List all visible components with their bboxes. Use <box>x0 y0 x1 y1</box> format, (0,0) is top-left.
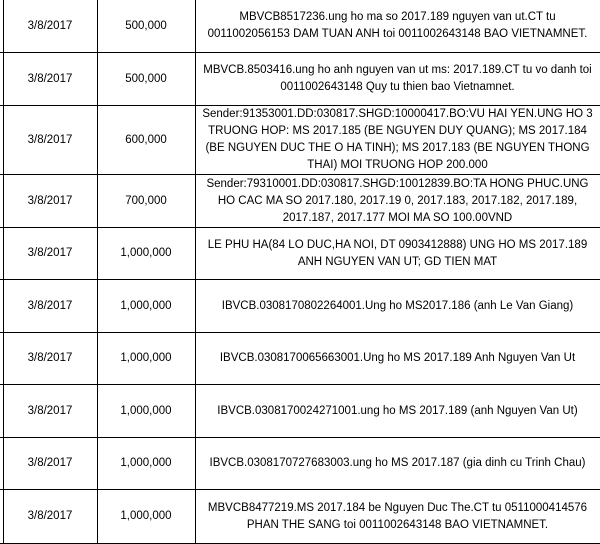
date-cell: 3/8/2017 <box>3 490 97 544</box>
table-row <box>0 53 600 106</box>
description-cell: IBVCB.0308170024271001.ung ho MS 2017.189 (anh Nguyen Van Ut) <box>195 385 600 438</box>
description-cell: MBVCB8517236.ung ho ma so 2017.189 nguyen van ut.CT tu 0011002056153 DAM TUAN ANH toi 0011002643148 BAO VIETNAMNET. <box>195 0 600 53</box>
description-cell: IBVCB.0308170802264001.Ung ho MS2017.186 (anh Le Van Giang) <box>195 280 600 333</box>
amount-cell: 600,000 <box>97 106 195 175</box>
date-cell: 3/8/2017 <box>3 175 97 228</box>
description-cell: LE PHU HA(84 LO DUC,HA NOI, DT 0903412888) UNG HO MS 2017.189 ANH NGUYEN VAN UT; GD TIEN MAT <box>195 228 600 280</box>
description-cell: Sender:79310001.DD:030817.SHGD:10012839.BO:TA HONG PHUC.UNG HO CAC MA SO 2017.180, 2017.19 0, 2017.183, 2017.182, 2017.189, 2017.187, 2017.177 MOI MA SO 100.00VND <box>195 175 600 228</box>
date-cell: 3/8/2017 <box>3 106 97 175</box>
table-row <box>0 385 600 438</box>
description-cell: MBVCB8477219.MS 2017.184 be Nguyen Duc The.CT tu 0511000414576 PHAN THE SANG toi 0011002643148 BAO VIETNAMNET. <box>195 490 600 544</box>
table-row <box>0 280 600 333</box>
description-cell: IBVCB.0308170727683003.ung ho MS 2017.187 (gia dinh cu Trinh Chau) <box>195 438 600 490</box>
amount-cell: 1,000,000 <box>97 333 195 385</box>
table-row <box>0 438 600 490</box>
table-row <box>0 333 600 385</box>
date-cell: 3/8/2017 <box>3 438 97 490</box>
amount-cell: 700,000 <box>97 175 195 228</box>
amount-cell: 1,000,000 <box>97 490 195 544</box>
amount-cell: 500,000 <box>97 0 195 53</box>
table-row <box>0 106 600 175</box>
amount-cell: 1,000,000 <box>97 438 195 490</box>
date-cell: 3/8/2017 <box>3 333 97 385</box>
amount-cell: 1,000,000 <box>97 280 195 333</box>
date-cell: 3/8/2017 <box>3 53 97 106</box>
table-row <box>0 490 600 544</box>
date-cell: 3/8/2017 <box>3 280 97 333</box>
table-row <box>0 175 600 228</box>
description-cell: IBVCB.0308170065663001.Ung ho MS 2017.189 Anh Nguyen Van Ut <box>195 333 600 385</box>
date-cell: 3/8/2017 <box>3 385 97 438</box>
amount-cell: 500,000 <box>97 53 195 106</box>
date-cell: 3/8/2017 <box>3 228 97 280</box>
description-cell: Sender:91353001.DD:030817.SHGD:10000417.BO:VU HAI YEN.UNG HO 3 TRUONG HOP: MS 2017.185 (BE NGUYEN DUY QUANG); MS 2017.184 (BE NGUYEN DUC THE O HA TINH); MS 2017.183 (BE NGUYEN THONG THAI) MOI TRUONG HOP 200.000 <box>195 106 600 175</box>
description-cell: MBVCB.8503416.ung ho anh nguyen van ut ms: 2017.189.CT tu vo danh toi 0011002643148 Quy tu thien bao Vietnamnet. <box>195 53 600 106</box>
amount-cell: 1,000,000 <box>97 228 195 280</box>
amount-cell: 1,000,000 <box>97 385 195 438</box>
table-row <box>0 228 600 280</box>
date-cell: 3/8/2017 <box>3 0 97 53</box>
table-row <box>0 0 600 53</box>
